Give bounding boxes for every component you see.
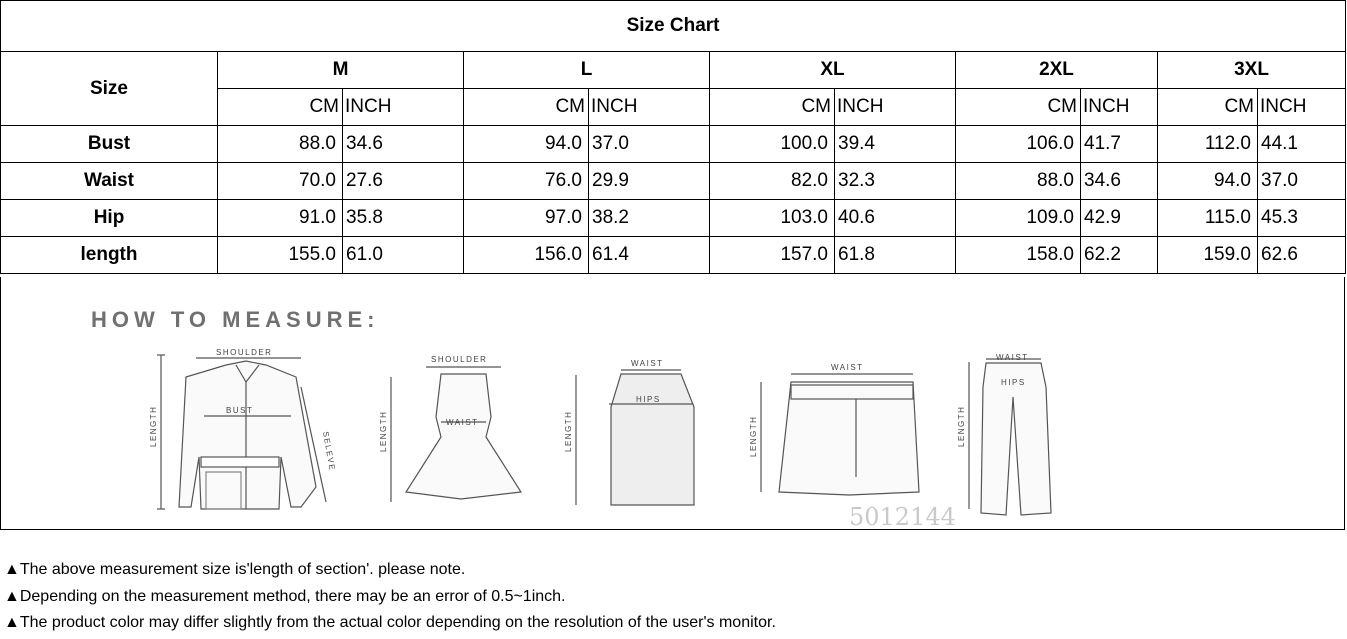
cell-inch: 38.2: [589, 200, 710, 237]
measure-illustrations: [1, 277, 1344, 529]
how-to-measure-heading: HOW TO MEASURE:: [91, 307, 380, 332]
table-row: [1, 237, 1346, 274]
shoulder-label: SHOULDER: [431, 355, 488, 364]
hips-label: HIPS: [636, 395, 661, 404]
size-2xl-header: 2XL: [956, 52, 1158, 89]
unit-inch: INCH: [343, 89, 464, 126]
cell-inch: 35.8: [343, 200, 464, 237]
unit-inch: INCH: [1081, 89, 1158, 126]
cell-cm: 159.0: [1158, 237, 1258, 274]
size-l-header: L: [464, 52, 710, 89]
cell-inch: 37.0: [1258, 163, 1346, 200]
cell-cm: 155.0: [218, 237, 343, 274]
cell-inch: 40.6: [835, 200, 956, 237]
cell-inch: 44.1: [1258, 126, 1346, 163]
dress-illustration: [379, 355, 521, 502]
size-m-header: M: [218, 52, 464, 89]
cell-inch: 34.6: [1081, 163, 1158, 200]
table-row: [1, 200, 1346, 237]
unit-cm: CM: [1158, 89, 1258, 126]
cell-cm: 88.0: [218, 126, 343, 163]
unit-cm: CM: [218, 89, 343, 126]
row-label: length: [1, 237, 218, 274]
cell-cm: 156.0: [464, 237, 589, 274]
cell-inch: 29.9: [589, 163, 710, 200]
cell-cm: 100.0: [710, 126, 835, 163]
jacket-illustration: [149, 348, 337, 509]
note-item: ▲The product color may differ slightly from the actual color depending on the resolution of the user's monitor.: [4, 614, 776, 631]
cell-cm: 76.0: [464, 163, 589, 200]
length-label: LENGTH: [749, 415, 758, 457]
cell-cm: 91.0: [218, 200, 343, 237]
cell-cm: 103.0: [710, 200, 835, 237]
cell-inch: 32.3: [835, 163, 956, 200]
cell-cm: 112.0: [1158, 126, 1258, 163]
cell-inch: 27.6: [343, 163, 464, 200]
length-label: LENGTH: [564, 410, 573, 452]
waist-label: WAIST: [446, 418, 479, 427]
unit-inch: INCH: [835, 89, 956, 126]
shoulder-label: SHOULDER: [216, 348, 273, 357]
cell-inch: 61.4: [589, 237, 710, 274]
cell-cm: 70.0: [218, 163, 343, 200]
unit-cm: CM: [710, 89, 835, 126]
cell-cm: 158.0: [956, 237, 1081, 274]
cell-cm: 97.0: [464, 200, 589, 237]
notes: [4, 557, 776, 637]
cell-inch: 61.0: [343, 237, 464, 274]
how-to-measure-panel: [0, 277, 1345, 530]
cell-inch: 62.6: [1258, 237, 1346, 274]
cell-cm: 115.0: [1158, 200, 1258, 237]
watermark: 5012144: [849, 503, 956, 531]
cell-cm: 88.0: [956, 163, 1081, 200]
length-label: LENGTH: [957, 405, 966, 447]
row-label: Hip: [1, 200, 218, 237]
cell-inch: 34.6: [343, 126, 464, 163]
unit-inch: INCH: [1258, 89, 1346, 126]
waist-label: WAIST: [996, 353, 1029, 362]
waist-label: WAIST: [831, 363, 864, 372]
unit-inch: INCH: [589, 89, 710, 126]
chart-title: Size Chart: [1, 1, 1346, 52]
hips-label: HIPS: [1001, 378, 1026, 387]
table-row: [1, 163, 1346, 200]
size-xl-header: XL: [710, 52, 956, 89]
length-label: LENGTH: [379, 410, 388, 452]
cell-inch: 62.2: [1081, 237, 1158, 274]
cell-inch: 39.4: [835, 126, 956, 163]
unit-cm: CM: [464, 89, 589, 126]
shorts-illustration: [749, 363, 919, 495]
size-chart-table: [0, 0, 1346, 274]
length-label: LENGTH: [149, 405, 158, 447]
table-row: [1, 126, 1346, 163]
unit-cm: CM: [956, 89, 1081, 126]
cell-cm: 157.0: [710, 237, 835, 274]
cell-cm: 94.0: [1158, 163, 1258, 200]
note-item: ▲The above measurement size is'length of section'. please note.: [4, 561, 466, 578]
pants-illustration: [957, 353, 1051, 515]
cell-inch: 41.7: [1081, 126, 1158, 163]
row-label: Bust: [1, 126, 218, 163]
waist-label: WAIST: [631, 359, 664, 368]
size-header: Size: [1, 52, 218, 126]
cell-cm: 109.0: [956, 200, 1081, 237]
cell-inch: 42.9: [1081, 200, 1158, 237]
sleeve-label: SELEVE: [321, 430, 337, 472]
size-3xl-header: 3XL: [1158, 52, 1346, 89]
cell-cm: 82.0: [710, 163, 835, 200]
cell-cm: 106.0: [956, 126, 1081, 163]
row-label: Waist: [1, 163, 218, 200]
cell-cm: 94.0: [464, 126, 589, 163]
cell-inch: 45.3: [1258, 200, 1346, 237]
cell-inch: 37.0: [589, 126, 710, 163]
cell-inch: 61.8: [835, 237, 956, 274]
bust-label: BUST: [226, 406, 254, 415]
note-item: ▲Depending on the measurement method, there may be an error of 0.5~1inch.: [4, 587, 566, 605]
skirt-illustration: [564, 359, 694, 505]
